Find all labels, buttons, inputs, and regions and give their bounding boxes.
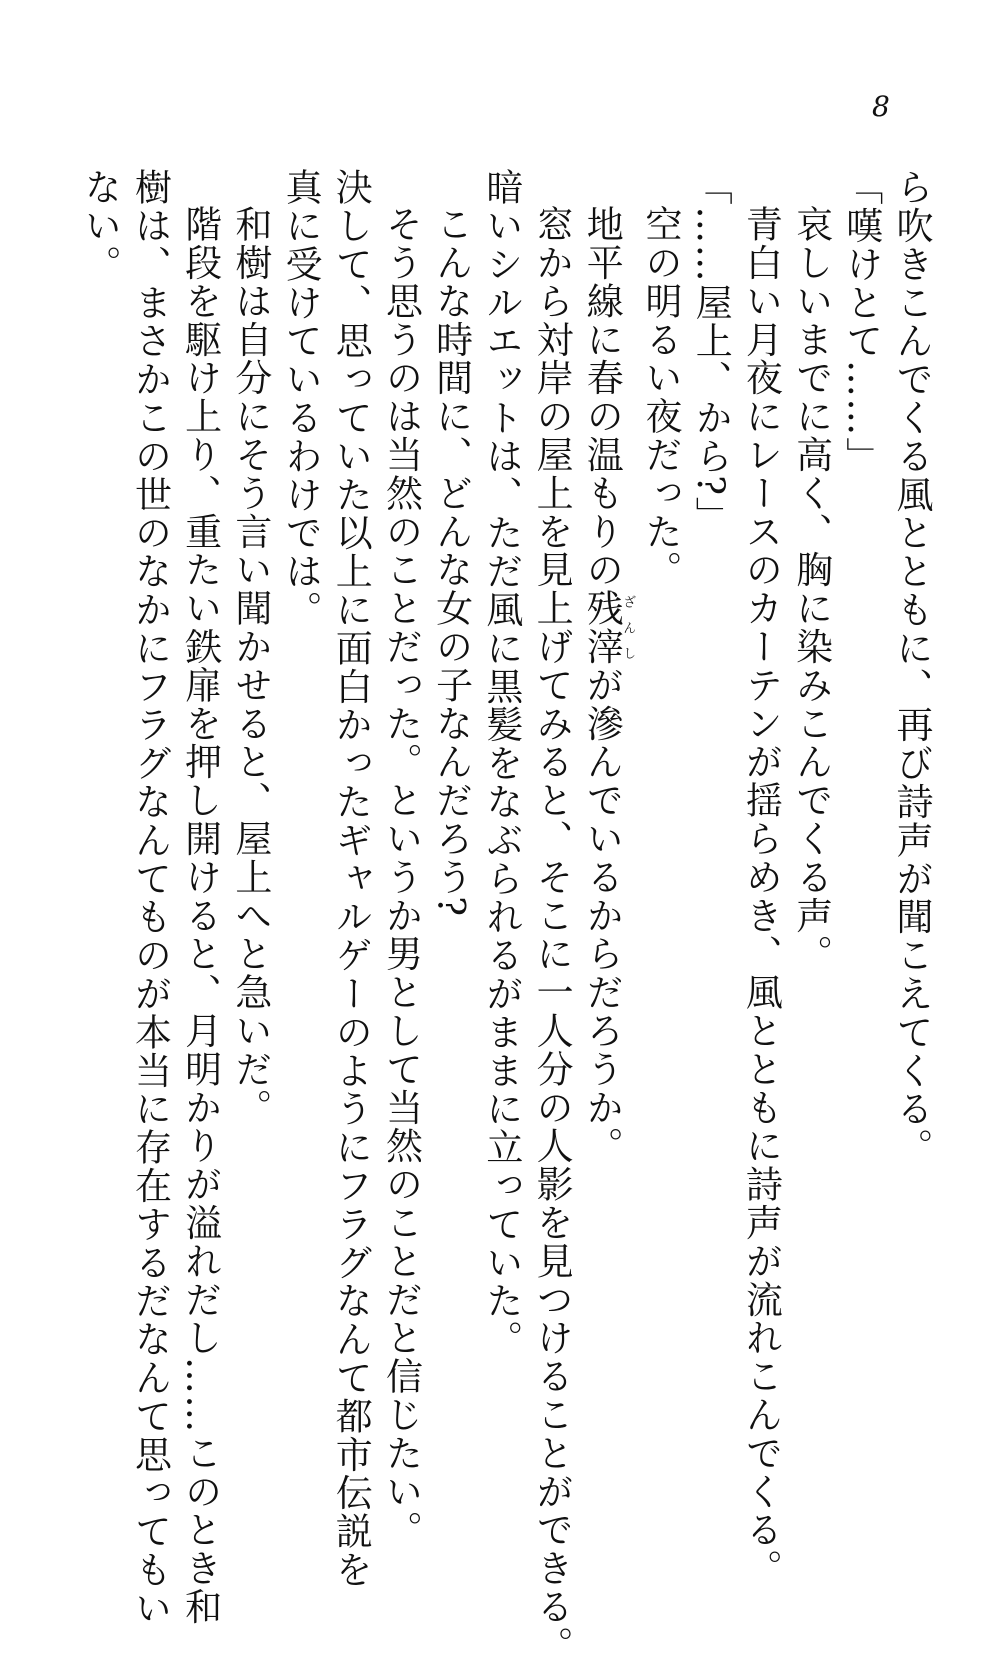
- ruby-base: 残滓: [580, 589, 624, 666]
- ruby-word: [580, 589, 636, 666]
- text-line: そう思うのは当然のことだった。というか男として当然のことだと信じたい。: [379, 205, 423, 1549]
- text-line: 窓から対岸の屋上を見上げてみると、そこに一人分の人影を見つけることができる。: [530, 205, 574, 1664]
- body-text: [78, 168, 936, 1664]
- text-line: 樹は、まさかこの世のなかにフラグなんてものが本当に存在するだなんて思ってもい: [128, 168, 172, 1628]
- text-line: 「嘆けとて……」: [839, 168, 883, 476]
- text-line: 空の明るい夜だった。: [638, 205, 682, 589]
- text-segment: が滲んでいるからだろうか。: [580, 665, 624, 1166]
- text-line: 決して、思っていた以上に面白かったギャルゲーのようにフラグなんて都市伝説を: [329, 168, 373, 1589]
- text-line: ら吹きこんでくる風とともに、再び詩声が聞こえてくる。: [890, 168, 933, 1167]
- text-line: 階段を駆け上り、重たい鉄扉を押し開けると、月明かりが溢れだし……このとき和: [178, 205, 222, 1626]
- text-line: 「……屋上、から?」: [689, 168, 733, 535]
- page-number: 8: [872, 90, 890, 123]
- ruby-reading: ざんし: [620, 589, 636, 666]
- text-line: こんな時間に、どんな女の子なんだろう?: [429, 205, 473, 918]
- text-line-with-ruby: [576, 168, 635, 1568]
- text-line: 哀しいまでに高く、胸に染みこんでくる声。: [789, 205, 833, 973]
- text-line: 和樹は自分にそう言い聞かせると、屋上へと急いだ。: [228, 205, 272, 1127]
- text-segment: 地平線に春の温もりの: [580, 205, 624, 589]
- text-line: ない。: [78, 168, 122, 284]
- text-line: 真に受けているわけでは。: [279, 168, 323, 629]
- text-line: 暗いシルエットは、ただ風に黒髪をなぶられるがままに立っていた。: [479, 168, 523, 1359]
- text-line: 青白い月夜にレースのカーテンが揺らめき、風とともに詩声が流れこんでくる。: [739, 205, 783, 1588]
